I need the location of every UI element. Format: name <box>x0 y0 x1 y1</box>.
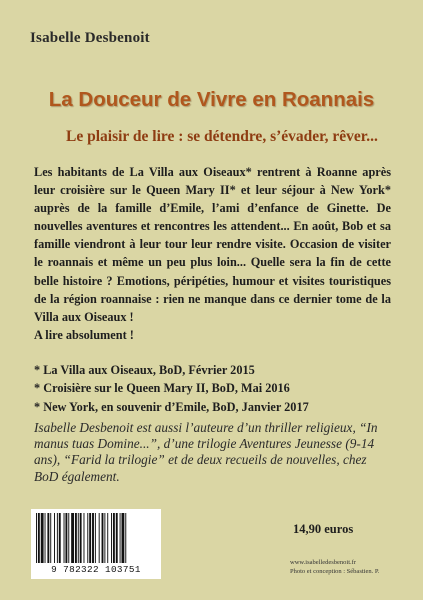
barcode-bar <box>107 513 108 563</box>
barcode-bar <box>84 513 85 563</box>
barcode-bar <box>125 513 126 563</box>
blurb <box>34 163 391 344</box>
barcode-bar <box>99 513 100 563</box>
book-title: La Douceur de Vivre en Roannais <box>48 88 375 111</box>
call-to-action: A lire absolument ! <box>34 327 134 342</box>
barcode-bar <box>87 513 88 563</box>
barcode-bar <box>102 513 104 563</box>
book-subtitle: Le plaisir de lire : se détendre, s’évader, rêver... <box>66 128 378 145</box>
barcode-bar <box>120 513 121 563</box>
barcode-bar <box>54 513 55 563</box>
barcode-bar <box>68 513 69 563</box>
credits-block <box>290 559 379 576</box>
barcode-bar <box>89 513 91 563</box>
barcode-bar <box>113 513 115 563</box>
barcode-bar <box>75 513 77 563</box>
barcode-bar <box>116 513 118 563</box>
author-bio: Isabelle Desbenoit est aussi l’auteure d’un thriller religieux, “In manus tuas Domine...”, d’une trilogie Aventures Jeunesse (9-14 ans), “Farid la trilogie” et de deux recueils de nouvelles, chez BoD également. <box>34 420 378 484</box>
barcode-bar <box>104 513 105 563</box>
barcode-bar <box>38 513 40 563</box>
barcode-bar <box>50 513 51 563</box>
barcode-bar <box>80 513 82 563</box>
barcode-bar <box>64 513 65 563</box>
isbn-digits: 9 782322 103751 <box>51 564 141 575</box>
barcode-bar <box>65 513 67 563</box>
barcode-bar <box>59 513 61 563</box>
barcode-bar <box>47 513 49 563</box>
barcode-bar <box>71 513 74 563</box>
barcode-bar <box>45 513 46 563</box>
isbn-barcode <box>31 509 161 579</box>
previous-books-list <box>34 361 309 416</box>
barcode-bars <box>36 513 156 563</box>
barcode-bar <box>95 513 96 563</box>
barcode-bar <box>111 513 112 563</box>
barcode-bar <box>78 513 79 563</box>
barcode-bar <box>57 513 58 563</box>
previous-book-2: * Croisière sur le Queen Mary II, BoD, Mai 2016 <box>34 381 290 396</box>
barcode-bar <box>36 513 37 563</box>
author-name: Isabelle Desbenoit <box>30 30 150 46</box>
barcode-bar <box>92 513 94 563</box>
website-text: www.isabelledesbenoit.fr <box>290 559 357 566</box>
previous-book-3: * New York, en souvenir d’Emile, BoD, Janvier 2017 <box>34 399 309 414</box>
barcode-bar <box>122 513 125 563</box>
barcode-bar <box>41 513 44 563</box>
price: 14,90 euros <box>293 522 354 536</box>
previous-book-1: * La Villa aux Oiseaux, BoD, Février 2015 <box>34 363 255 377</box>
photo-credit: Photo et conception : Sébastien. P. <box>290 567 380 575</box>
blurb-paragraph: Les habitants de La Villa aux Oiseaux* rentrent à Roanne après leur croisière sur le Queen Mary II* et leur séjour à New York* auprès de la famille d’Emile, l’ami d’enfance de Ginette. De nouvelles aventures et rencontres les attendent... En août, Bob et sa famille viendront à leur tour leur rendre visite. Occasion de visiter le roannais et même un peu plus loin... Quelle sera la fin de cette belle histoire ? Emotions, péripéties, humour et visites touristiques de la région roannaise : rien ne manque dans ce dernier tome de la Villa aux Oiseaux ! <box>34 165 391 324</box>
